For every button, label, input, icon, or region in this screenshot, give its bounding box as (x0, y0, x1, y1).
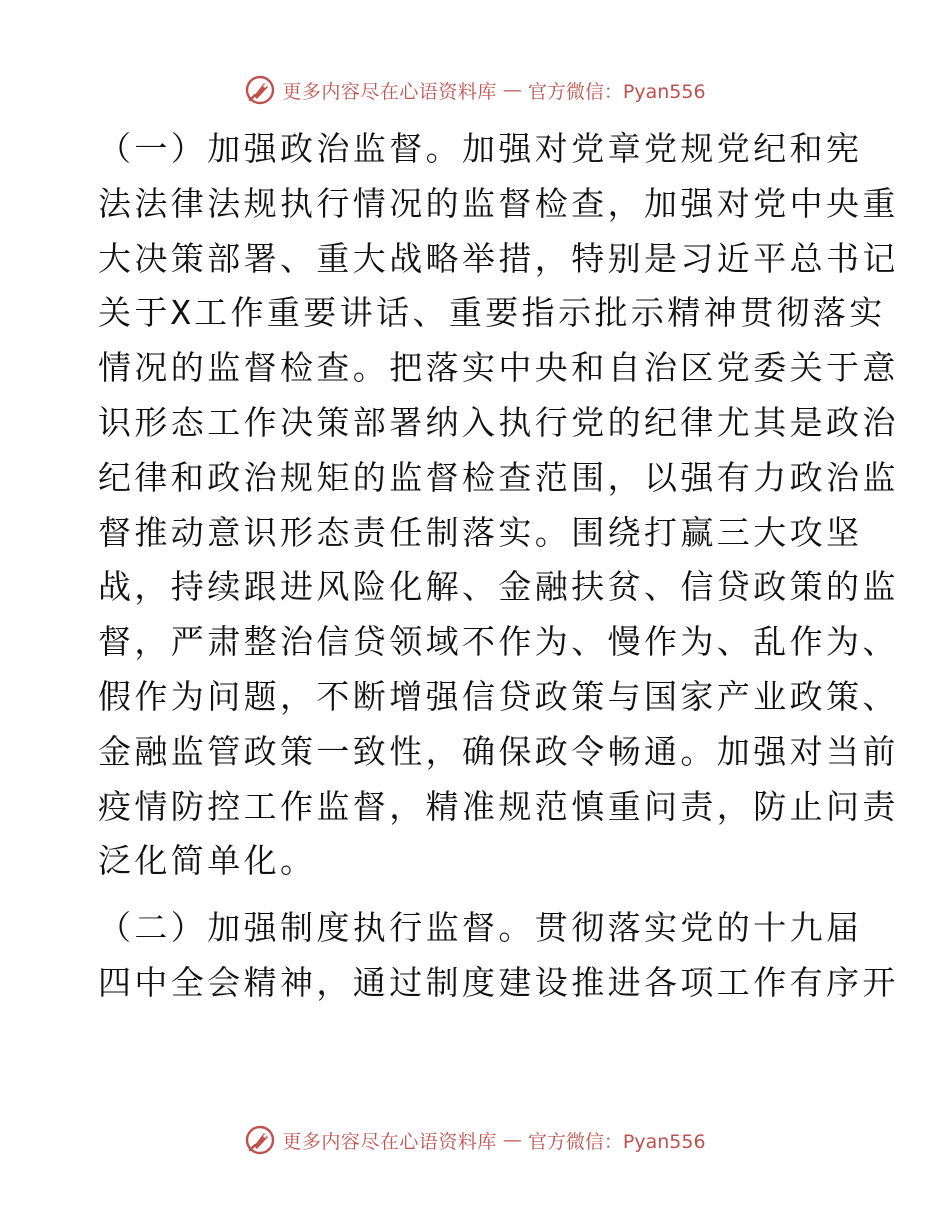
watermark-separator: — (502, 1129, 522, 1151)
text-line: 四中全会精神，通过制度建设推进各项工作有序开 (98, 962, 899, 1002)
text-line: （一）加强政治监督。加强对党章党规党纪和宪 (98, 129, 863, 168)
text-line: 纪律和政治规矩的监督检查范围，以强有力政治监 (98, 457, 899, 497)
pen-nib-circle-icon (244, 1124, 276, 1156)
text-line: 假作为问题，不断增强信贷政策与国家产业政策、 (98, 676, 899, 716)
header-watermark (0, 70, 950, 110)
watermark-wechat-text: 官方微信：Pyan556 (527, 80, 706, 103)
document-body (98, 122, 899, 1011)
text-line: 识形态工作决策部署纳入执行党的纪律尤其是政治 (98, 402, 899, 442)
text-line: 大决策部署、重大战略举措，特别是习近平总书记 (98, 238, 899, 278)
text-line: 情况的监督检查。把落实中央和自治区党委关于意 (98, 348, 899, 388)
text-line: 泛化简单化。 (98, 841, 317, 881)
paragraph-political-supervision (98, 122, 899, 889)
text-line: 战，持续跟进风险化解、金融扶贫、信贷政策的监 (98, 567, 899, 607)
watermark-separator: — (502, 79, 522, 101)
text-line: 疫情防控工作监督，精准规范慎重问责，防止问责 (98, 786, 899, 826)
text-line: 法法律法规执行情况的监督检查，加强对党中央重 (98, 183, 899, 223)
watermark-site-text: 更多内容尽在心语资料库 (282, 1130, 497, 1153)
text-line: （二）加强制度执行监督。贯彻落实党的十九届 (98, 908, 863, 948)
footer-watermark (0, 1120, 950, 1160)
text-line: 督，严肃整治信贷领域不作为、慢作为、乱作为、 (98, 622, 899, 662)
watermark-wechat-text: 官方微信：Pyan556 (527, 1130, 706, 1153)
text-line: 关于X工作重要讲话、重要指示批示精神贯彻落实 (98, 293, 886, 333)
paragraph-institutional-supervision (98, 901, 899, 1011)
text-line: 督推动意识形态责任制落实。围绕打赢三大攻坚 (98, 512, 863, 552)
text-line: 金融监管政策一致性，确保政令畅通。加强对当前 (98, 731, 899, 771)
watermark-site-text: 更多内容尽在心语资料库 (282, 80, 497, 103)
pen-nib-circle-icon (244, 74, 276, 106)
